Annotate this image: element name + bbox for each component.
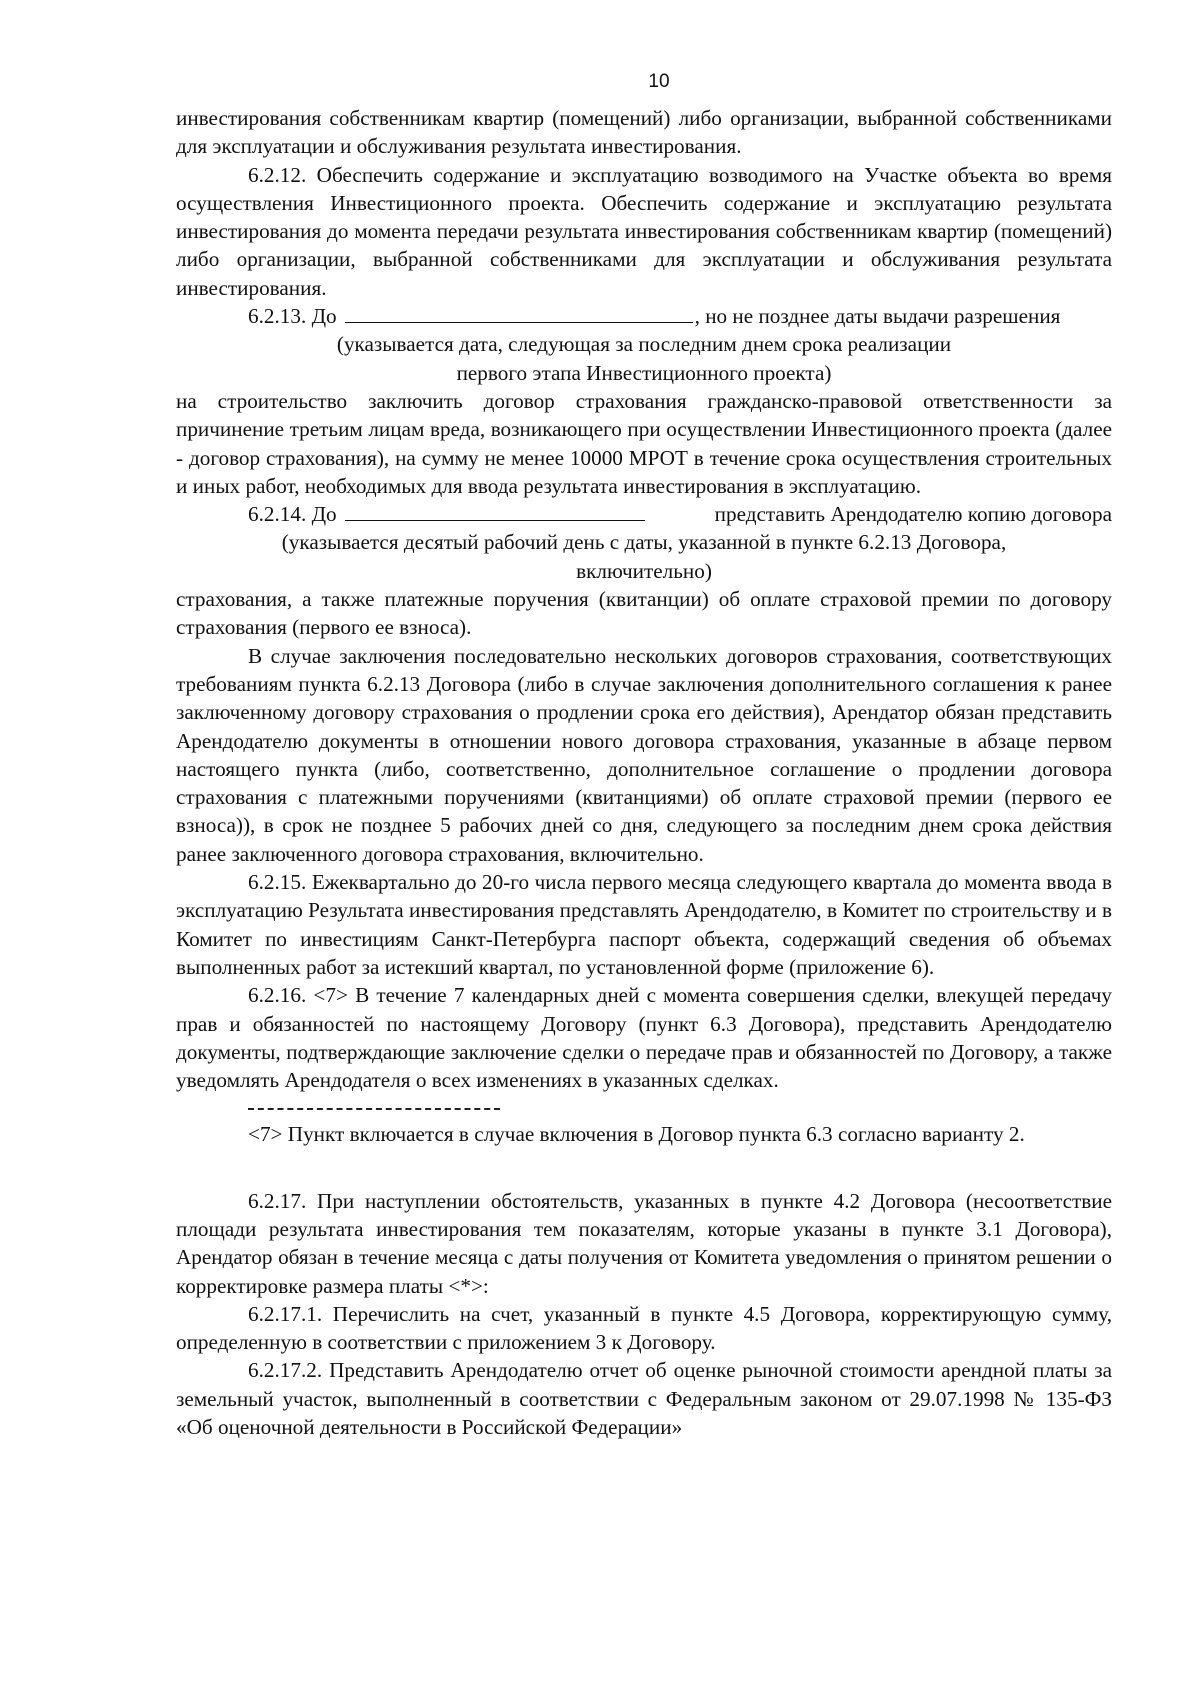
clause-6-2-13-note-line-2: первого этапа Инвестиционного проекта): [456, 360, 832, 385]
page-number: 10: [648, 71, 670, 92]
document-page: [176, 70, 1112, 1441]
clause-6-2-13-body: на строительство заключить договор страхования гражданско-правовой ответственности за причинение третьим лицам вреда, возникающего при осуществлении Инвестиционного проекта (далее - договор страхования), на сумму не менее 10000 МРОТ в течение срока осуществления строительных и иных работ, необходимых для ввода результата инвестирования в эксплуатацию.: [176, 388, 1112, 498]
clause-6-2-14-body: страхования, а также платежные поручения (квитанции) об оплате страховой премии по договору страхования (первого ее взноса).: [176, 587, 1112, 640]
paragraph-6-2-15: 6.2.15. Ежеквартально до 20-го числа первого месяца следующего квартала до момента ввода в эксплуатацию Результата инвестирования представлять Арендодателю, в Комитет по строительству и в Комитет по инвестициям Санкт-Петербурга паспорт объекта, содержащий сведения об объемах выполненных работ за истекший квартал, по установленной форме (приложение 6).: [176, 870, 1112, 979]
spacer: [176, 1149, 1112, 1187]
footnote-separator: [248, 1108, 500, 1110]
paragraph-6-2-17: 6.2.17. При наступлении обстоятельств, указанных в пункте 4.2 Договора (несоответствие площади результата инвестирования тем показателям, которые указаны в пункте 3.1 Договора), Арендатор обязан в течение месяца с даты получения от Комитета уведомления о принятом решении о корректировке размера платы <*>:: [176, 1188, 1112, 1298]
paragraph-insurance-sequence: В случае заключения последовательно нескольких договоров страхования, соответствующих требованиям пункта 6.2.13 Договора (либо в случае заключения дополнительного соглашения к ранее заключенному договору страхования о продлении срока его действия), Арендатор обязан представить Арендодателю документы в отношении нового договора страхования, указанные в абзаце первом настоящего пункта (либо, соответственно, дополнительное соглашение о продлении договора страхования с платежными поручениями (квитанциями) об оплате страховой премии (первого ее взноса)), в срок не позднее 5 рабочих дней со дня, следующего за последним днем срока действия ранее заключенного договора страхования, включительно.: [176, 643, 1112, 866]
clause-6-2-14-line: [176, 500, 1112, 528]
footnote-7: <7> Пункт включается в случае включения в Договор пункта 6.3 согласно варианту 2.: [248, 1122, 1025, 1147]
paragraph-6-2-17-1: 6.2.17.1. Перечислить на счет, указанный в пункте 4.5 Договора, корректирующую сумму, определенную в соответствии с приложением 3 к Договору.: [176, 1301, 1112, 1355]
clause-6-2-13-note-line-1: (указывается дата, следующая за последним днем срока реализации: [336, 332, 952, 357]
clause-6-2-14-lead: 6.2.14. До: [248, 502, 337, 527]
fill-in-blank-date: [345, 500, 645, 521]
paragraph-6-2-12: 6.2.12. Обеспечить содержание и эксплуатацию возводимого на Участке объекта во время осуществления Инвестиционного проекта. Обеспечить содержание и эксплуатацию результата инвестирования до момента передачи результата инвестирования собственникам квартир (помещений) либо организации, выбранной собственниками для эксплуатации и обслуживания результата инвестирования.: [176, 162, 1112, 300]
fill-in-blank-date: [345, 302, 693, 323]
clause-6-2-14-note-line-1: (указывается десятый рабочий день с даты, указанной в пункте 6.2.13 Договора,: [281, 530, 1007, 555]
clause-6-2-13-tail: , но не позднее даты выдачи разрешения: [694, 304, 1061, 329]
paragraph-continuation: инвестирования собственникам квартир (помещений) либо организации, выбранной собственниками для эксплуатации и обслуживания результата инвестирования.: [176, 106, 1112, 159]
clause-6-2-13-lead: 6.2.13. До: [248, 304, 337, 329]
clause-6-2-13-line: [176, 302, 1112, 330]
clause-6-2-14-tail: представить Арендодателю копию договора: [714, 502, 1112, 527]
paragraph-6-2-17-2: 6.2.17.2. Представить Арендодателю отчет об оценке рыночной стоимости арендной платы за земельный участок, выполненный в соответствии с Федеральным законом от 29.07.1998 № 135-ФЗ «Об оценочной деятельности в Российской Федерации»: [176, 1358, 1112, 1440]
paragraph-6-2-16: 6.2.16. <7> В течение 7 календарных дней с момента совершения сделки, влекущей передачу прав и обязанностей по настоящему Договору (пункт 6.3 Договора), представить Арендодателю документы, подтверждающие заключение сделки о передаче прав и обязанностей по Договору, а также уведомлять Арендодателя о всех изменениях в указанных сделках.: [176, 983, 1112, 1093]
clause-6-2-14-note-line-2: включительно): [576, 558, 712, 583]
